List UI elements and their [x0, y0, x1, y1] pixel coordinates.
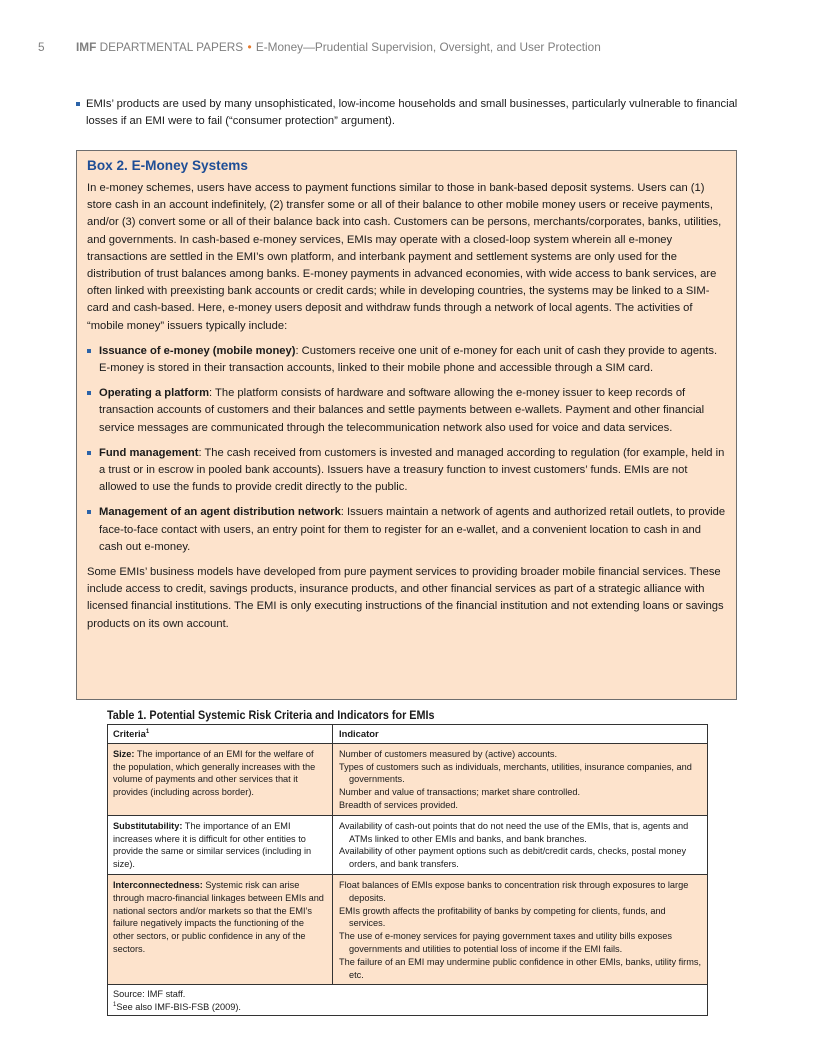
- box-title: Box 2. E-Money Systems: [87, 158, 248, 173]
- bullet-term: Operating a platform: [99, 387, 210, 400]
- box-intro: In e-money schemes, users have access to payment functions similar to those in bank-based deposit systems. Users can (1) store cash in an account indefinitely, (2) transfer some or all of their balance to other mobile money users or receive payments, and/or (3) convert some or all of their balance back into cash. Customers can be persons, merchants/corporates, banks, utilities, and governments. In cash-based e-money services, EMIs may operate with a closed-loop system wherein all e-money transactions are settled in the EMI’s own platform, and interbank payment and settlement systems are only used for the distribution of trust balances among banks. E-money payments in advanced economies, with wide access to bank services, are often linked with preexisting bank accounts or credit cards; while in developing countries, the systems may be linked to a SIM-card and cash-based. Here, e-money users deposit and withdraw funds through a network of local agents. The activities of “mobile money” issuers typically include:: [87, 182, 722, 332]
- box-bullet: [87, 504, 726, 556]
- indicator-item: Number and value of transactions; market share controlled.: [339, 787, 581, 798]
- bullet-square-icon: [87, 349, 91, 353]
- bullet-square-icon: [87, 391, 91, 395]
- bullet-term: Issuance of e-money (mobile money): [99, 344, 296, 357]
- column-header-indicator: Indicator: [339, 728, 379, 739]
- criterion-cell: [108, 816, 333, 874]
- table-footer-row: [108, 985, 707, 1014]
- table-row: [108, 816, 707, 875]
- indicator-item: EMIs growth affects the profitability of banks by competing for clients, funds, and services.: [339, 905, 666, 929]
- box-e-money-systems: [76, 150, 737, 700]
- indicator-cell: [333, 744, 707, 815]
- indicator-cell: [333, 816, 707, 874]
- bullet-term: Management of an agent distribution network: [99, 506, 341, 519]
- bullet-square-icon: [87, 510, 91, 514]
- box-bullet: [87, 385, 726, 437]
- footnote-marker: 1: [113, 1001, 117, 1008]
- table-header-row: [108, 725, 707, 744]
- criterion-cell: [108, 875, 333, 984]
- indicator-item: Types of customers such as individuals, merchants, utilities, insurance companies, and governments.: [339, 761, 692, 785]
- intro-bullet: [76, 96, 746, 130]
- criterion-cell: [108, 744, 333, 815]
- indicator-item: The failure of an EMI may undermine public confidence in other EMIs, banks, utility firms, etc.: [339, 956, 702, 980]
- indicator-item: Availability of cash-out points that do not need the use of the EMIs, that is, agents and ATMs linked to other EMIs and banks, and bank branches.: [339, 820, 689, 844]
- bullet-square-icon: [87, 451, 91, 455]
- bullet-square-icon: [76, 102, 80, 106]
- page-number: 5: [38, 40, 45, 54]
- table-title: Table 1. Potential Systemic Risk Criteria and Indicators for EMIs: [107, 708, 435, 722]
- table-footer: [108, 985, 246, 1014]
- box-bullet: [87, 343, 726, 377]
- criterion-text: The importance of an EMI increases where it is difficult for other entities to provide the same or similar services (including in size).: [113, 820, 312, 870]
- indicator-item: Availability of other payment options such as debit/credit cards, checks, postal money orders, and bank transfers.: [339, 846, 687, 870]
- table-row: [108, 875, 707, 985]
- bullet-text: : Issuers maintain a network of agents and authorized retail outlets, to provide face-to-face contact with users, an entry point for them to register for an e-wallet, and a convenient location to cash in and cash out e-money.: [99, 506, 726, 553]
- indicator-item: Number of customers measured by (active) accounts.: [339, 748, 558, 759]
- indicator-item: Breadth of services provided.: [339, 799, 458, 810]
- intro-bullet-text: EMIs’ products are used by many unsophisticated, low-income households and small businesses, particularly vulnerable to financial losses if an EMI were to fail (“consumer protection” argument).: [86, 98, 738, 127]
- series-name: DEPARTMENTAL PAPERS: [99, 40, 244, 54]
- criterion-term: Size:: [113, 748, 135, 759]
- column-header-criteria: Criteria$^1$: [108, 725, 333, 743]
- criterion-text: The importance of an EMI for the welfare of the population, which generally increases with the volume of payments and other services that it provides (including across border).: [113, 748, 316, 798]
- bullet-text: : Customers receive one unit of e-money for each unit of cash they provide to agents. E-money is stored in their transaction accounts, linked to their mobile phone and accessible through a SIM card.: [99, 344, 718, 375]
- box-closing: Some EMIs’ business models have developed from pure payment services to providing broader mobile financial services. These include access to credit, savings products, insurance products, and other financial services as part of a strategic alliance with licensed financial institutions. The EMI is only executing instructions of the financial institution and not extending loans or savings products on its own account.: [87, 566, 724, 630]
- document-title: E-Money—Prudential Supervision, Oversight, and User Protection: [255, 40, 601, 54]
- imf-brand: IMF: [76, 40, 97, 54]
- systemic-risk-table: [107, 724, 708, 1016]
- bullet-text: : The cash received from customers is invested and managed according to regulation (for example, held in a trust or in escrow in pooled bank accounts). Issuers have a treasury function to invest customers’ funds. EMIs are not allowed to use the funds to provide credit directly to the public.: [99, 446, 725, 494]
- criterion-text: Systemic risk can arise through macro-financial linkages between EMIs and national sectors and/or markets so that the EMI’s failure negatively impacts the functioning of the other sectors, or public confidence in any of the sectors.: [113, 879, 324, 954]
- bullet-term: Fund management: [99, 446, 199, 459]
- table-footnote: $^1$See also IMF-BIS-FSB (2009).: [113, 1001, 241, 1012]
- indicator-item: The use of e-money services for paying government taxes and utility bills exposes governments and utilities to potential loss of income if the EMI fails.: [339, 931, 672, 954]
- header-separator: •: [247, 40, 252, 54]
- table-row: [108, 744, 707, 816]
- bullet-text: : The platform consists of hardware and software allowing the e-money issuer to keep records of transaction accounts of customers and their balances and settle payments between e-wallets. Payment and other financial service messages are communicated through the telecommunication network also used for voice and data services.: [99, 387, 705, 434]
- criterion-term: Interconnectedness:: [113, 879, 203, 890]
- page-header: [38, 40, 778, 54]
- box-bullet: [87, 445, 726, 497]
- indicator-item: Float balances of EMIs expose banks to concentration risk through exposures to large deposits.: [339, 879, 689, 903]
- footnote-marker: 1: [145, 728, 150, 735]
- table-source: Source: IMF staff.: [113, 989, 186, 1000]
- criterion-term: Substitutability:: [113, 820, 183, 831]
- indicator-cell: [333, 875, 707, 984]
